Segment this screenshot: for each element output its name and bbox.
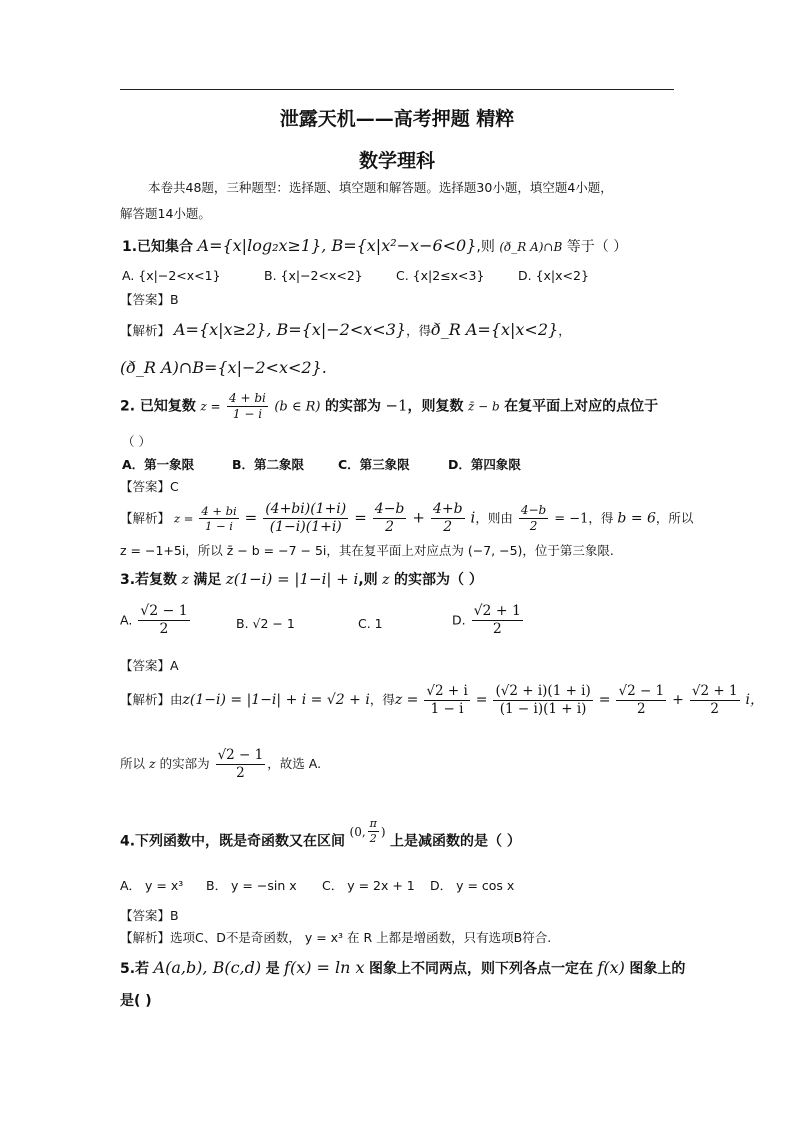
q1-analysis-line-1: 【解析】 A={x|x≥2}, B={x|−2<x<3}，得ð_R A={x|x<2}，: [120, 320, 571, 339]
q2-option-a: A．第一象限: [122, 457, 195, 472]
q4-analysis: 【解析】选项C、D不是奇函数， y = x³ 在 R 上都是增函数，只有选项B符合.: [120, 930, 552, 945]
header-rule: [120, 89, 674, 90]
q4-stem: 4.下列函数中，既是奇函数又在区间 (0, $\frac{\pi}{2}$ ) 上是减函数的是（ ）: [120, 817, 521, 850]
q1-option-b: B. {x|−2<x<2}: [264, 268, 363, 283]
q1-analysis-line-2: (ð_R A)∩B={x|−2<x<2}.: [120, 358, 327, 377]
q2-analysis-line-2: z = −1+5i，所以 z̄ − b = −7 − 5i，其在复平面上对应点为 (−7, −5)，位于第三象限.: [120, 543, 614, 558]
page-title: 泄露天机——高考押题 精粹: [279, 108, 515, 130]
q1-option-d: D. {x|x<2}: [518, 268, 589, 283]
q2-stem: 2. 已知复数 z = $\frac{4 + bi}{1 - i}$ (b ∈ R) 的实部为 −1，则复数 z̄ − b 在复平面上对应的点位于: [120, 391, 659, 422]
q4-option-a: A． y = x³: [120, 878, 184, 893]
q2-answer: 【答案】C: [120, 479, 179, 494]
intro-line-2: 解答题14小题。: [120, 206, 211, 221]
q2-analysis-fraction-5: $\frac{4-b}{2}$: [520, 503, 547, 534]
q1-option-a: A. {x|−2<x<1}: [122, 268, 221, 283]
q2-option-d: D．第四象限: [448, 457, 521, 472]
q2-analysis-fraction-3: $\frac{4-b}{2}$: [374, 501, 405, 536]
q3-analysis-line-1: 【解析】由z(1−i) = |1−i| + i = √2 + i，得z = $\frac{√2 + i}{1 - i}$ = $\frac{(√2 + i)(1 + i)}{(1 - i)(1 + i)}$ = $\frac{√2 - 1}{2}$ + $\frac{√2 + 1}{2}$ i，: [120, 683, 765, 717]
q5-stem-line-2: 是( ): [120, 993, 152, 1009]
q3-answer: 【答案】A: [120, 658, 179, 673]
q2-paren: （ ）: [122, 434, 151, 449]
q3-option-d: D. $\frac{√2 + 1}{2}$: [452, 603, 521, 638]
q2-analysis-fraction-4: $\frac{4+b}{2}$: [432, 501, 463, 536]
q2-option-c: C．第三象限: [338, 457, 410, 472]
q1-option-c: C. {x|2≤x<3}: [396, 268, 485, 283]
q1-answer: 【答案】B: [120, 292, 179, 307]
q3-analysis-line-2: 所以 z 的实部为 $\frac{√2 - 1}{2}$ ，故选 A.: [120, 747, 322, 781]
q3-analysis-fraction-4: $\frac{√2 + 1}{2}$: [691, 683, 738, 717]
q1-stem: 1.已知集合 A={x|log₂x≥1}, B={x|x²−x−6<0},则 (ð_R A)∩B 等于（ ）: [122, 236, 628, 255]
q2-analysis-fraction-2: $\frac{(4+bi)(1+i)}{(1-i)(1+i)}$: [265, 501, 347, 536]
intro-line-1: 本卷共48题，三种题型：选择题、填空题和解答题。选择题30小题，填空题4小题，: [148, 180, 613, 195]
q5-stem: 5.若 A(a,b), B(c,d) 是 f(x) = ln x 图象上不同两点，则下列各点一定在 f(x) 图象上的: [120, 958, 686, 977]
q2-analysis-fraction-1: $\frac{4 + bi}{1 - i}$: [201, 503, 237, 534]
q2-option-b: B．第二象限: [232, 457, 305, 472]
q4-answer: 【答案】B: [120, 908, 179, 923]
q4-option-b: B． y = −sin x: [206, 878, 297, 893]
q3-stem: 3.若复数 z 满足 z(1−i) = |1−i| + i,则 z 的实部为（ ）: [120, 570, 483, 588]
q4-option-c: C． y = 2x + 1: [322, 878, 415, 893]
q3-option-c: C. 1: [358, 616, 383, 631]
q4-option-d: D． y = cos x: [430, 878, 515, 893]
q3-option-b: B. √2 − 1: [236, 616, 295, 631]
q4-interval: (0, $\frac{\pi}{2}$ ): [349, 817, 386, 846]
q3-analysis-fraction-3: $\frac{√2 - 1}{2}$: [618, 683, 665, 717]
q3-option-a: A. $\frac{√2 - 1}{2}$: [120, 603, 188, 638]
page-subtitle: 数学理科: [358, 150, 435, 172]
q2-analysis-line-1: 【解析】 z = $\frac{4 + bi}{1 - i}$ = $\frac{(4+bi)(1+i)}{(1-i)(1+i)}$ = $\frac{4-b}{2}$ + $\frac{4+b}{2}$ i，则由 $\frac{4-b}{2}$ = −1，得 b = 6，所以: [120, 501, 694, 536]
q3-analysis-fraction-2: $\frac{(√2 + i)(1 + i)}{(1 - i)(1 + i)}$: [495, 683, 591, 717]
q3-analysis-fraction-1: $\frac{√2 + i}{1 - i}$: [426, 683, 468, 717]
q2-stem-fraction: $\frac{4 + bi}{1 - i}$: [229, 391, 266, 422]
